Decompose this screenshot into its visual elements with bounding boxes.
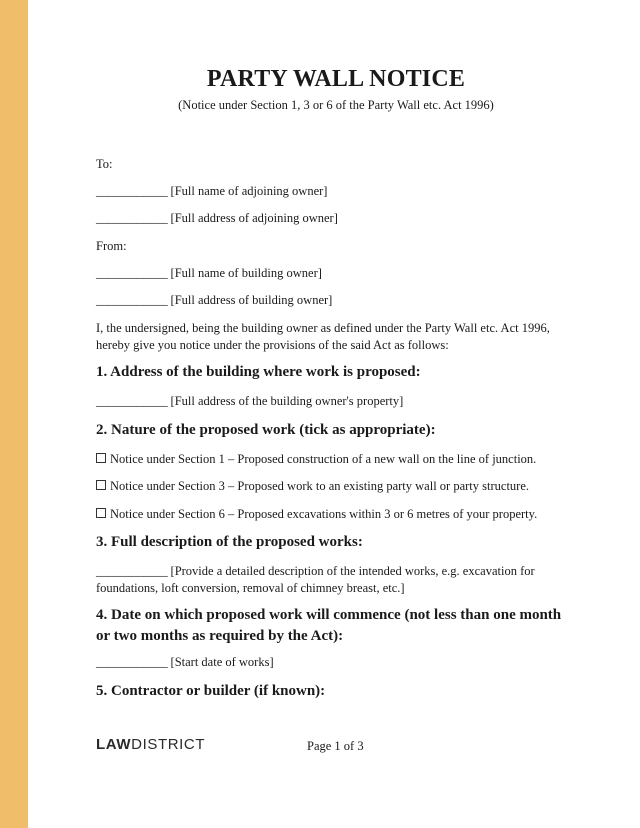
section-2-heading: 2. Nature of the proposed work (tick as appropriate):	[96, 422, 436, 438]
side-accent-bar	[0, 0, 28, 828]
to-label: To:	[96, 157, 113, 171]
checkbox-icon[interactable]	[96, 480, 106, 490]
section-1-field	[96, 393, 403, 410]
from-address-field	[96, 292, 332, 309]
blank-line: ____________	[96, 211, 168, 225]
blank-line: ____________	[96, 266, 168, 280]
to-name-placeholder: [Full name of adjoining owner]	[170, 184, 328, 198]
to-address-field	[96, 210, 338, 227]
to-address-placeholder: [Full address of adjoining owner]	[170, 211, 338, 225]
blank-line: ____________	[96, 293, 168, 307]
section-3-heading: 3. Full description of the proposed works:	[96, 534, 363, 550]
section-1-heading: 1. Address of the building where work is proposed:	[96, 364, 421, 380]
option-section-3	[96, 478, 529, 495]
page-number: Page 1 of 3	[307, 739, 364, 753]
blank-line: ____________	[96, 184, 168, 198]
section-1-placeholder: [Full address of the building owner's property]	[170, 394, 404, 408]
section-4-field	[96, 654, 274, 671]
from-address-placeholder: [Full address of building owner]	[170, 293, 333, 307]
section-3-placeholder: [Provide a detailed description of the intended works, e.g. excavation for foundations, loft conversion, removal of chimney breast, etc.]	[96, 564, 535, 595]
intro-paragraph: I, the undersigned, being the building owner as defined under the Party Wall etc. Act 1996, hereby give you notice under the provisions of the said Act as follows:	[96, 321, 550, 352]
blank-line: ____________	[96, 394, 168, 408]
checkbox-icon[interactable]	[96, 508, 106, 518]
option-section-6	[96, 506, 537, 523]
document-title: PARTY WALL NOTICE	[206, 66, 466, 92]
option-label: Notice under Section 1 – Proposed construction of a new wall on the line of junction.	[110, 452, 537, 466]
from-label: From:	[96, 239, 127, 253]
from-name-placeholder: [Full name of building owner]	[170, 266, 322, 280]
blank-line: ____________	[96, 564, 168, 578]
section-4-heading: 4. Date on which proposed work will commence (not less than one month or two months as required by the Act):	[96, 607, 562, 644]
option-label: Notice under Section 3 – Proposed work to an existing party wall or party structure.	[110, 479, 530, 493]
section-4-placeholder: [Start date of works]	[170, 655, 274, 669]
to-name-field	[96, 183, 327, 200]
section-3-field	[96, 563, 566, 597]
logo-bold-part: LAW	[96, 736, 132, 753]
lawdistrict-logo	[96, 736, 205, 753]
logo-rest-part: DISTRICT	[131, 736, 206, 753]
section-5-heading: 5. Contractor or builder (if known):	[96, 683, 326, 699]
option-label: Notice under Section 6 – Proposed excavations within 3 or 6 metres of your property.	[110, 507, 538, 521]
document-subtitle: (Notice under Section 1, 3 or 6 of the Party Wall etc. Act 1996)	[178, 98, 494, 112]
option-section-1	[96, 451, 536, 468]
blank-line: ____________	[96, 655, 168, 669]
from-name-field	[96, 265, 322, 282]
checkbox-icon[interactable]	[96, 453, 106, 463]
